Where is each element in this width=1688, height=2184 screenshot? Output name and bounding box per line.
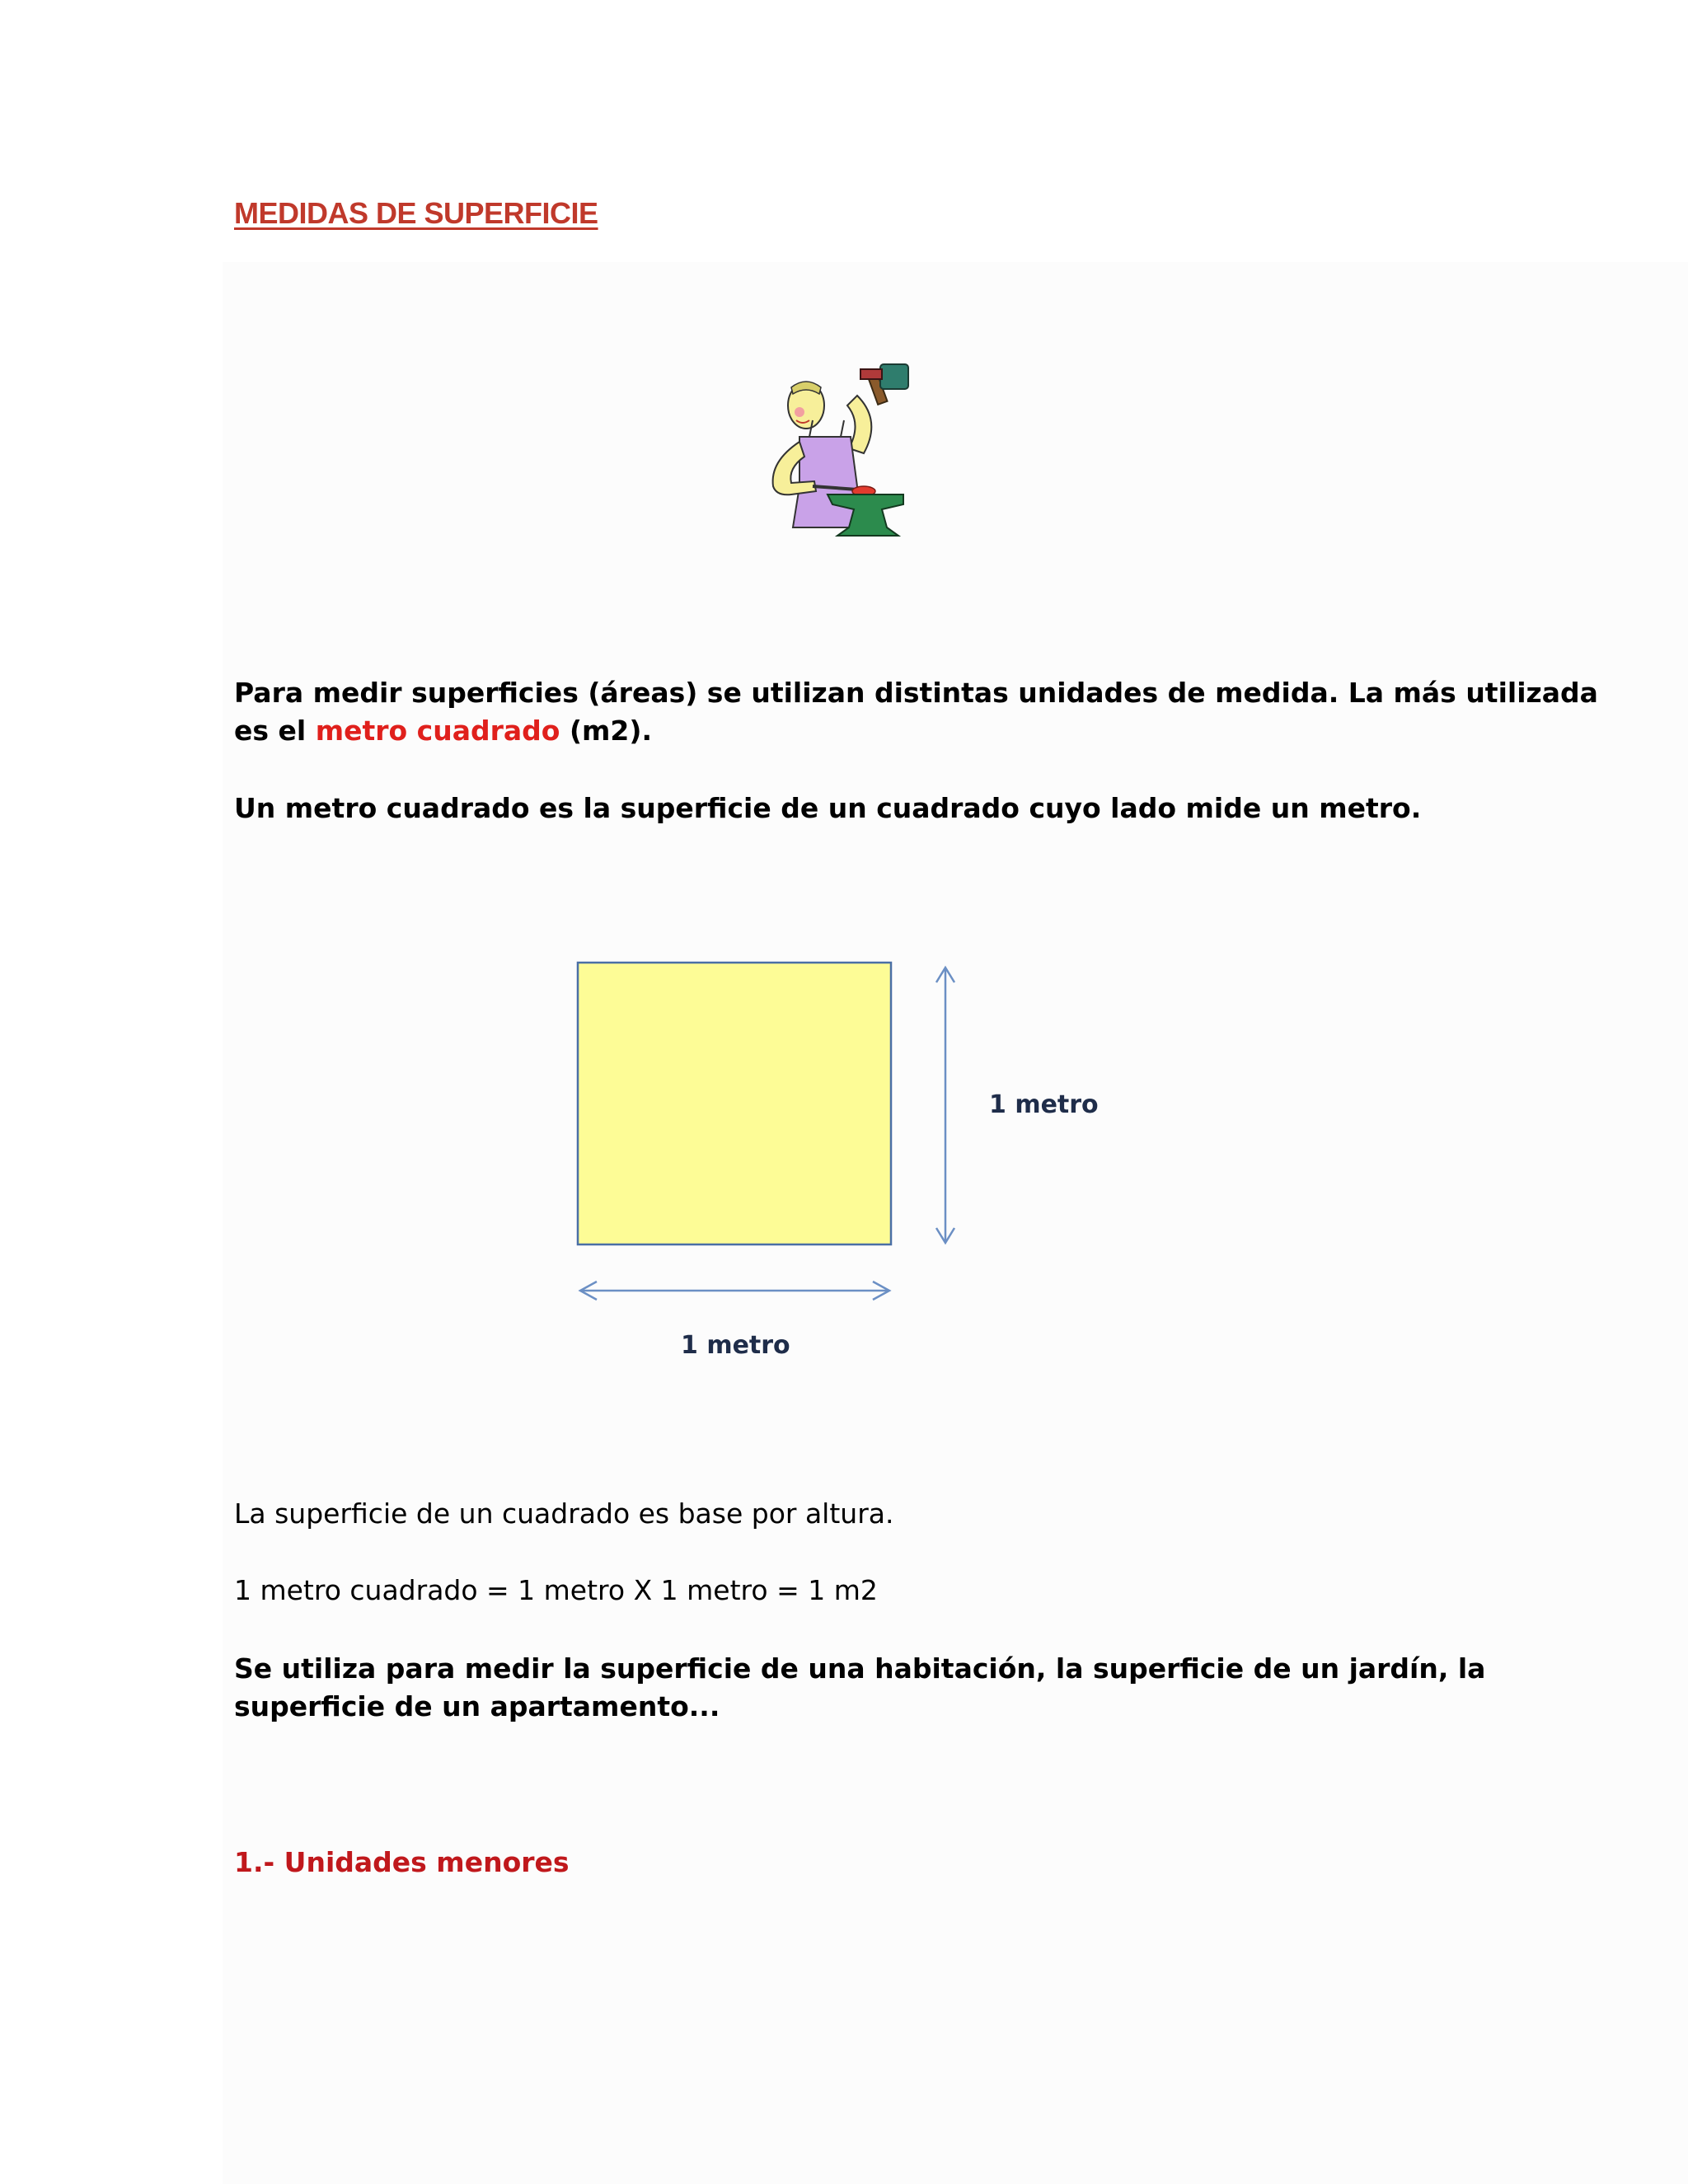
intro-line-2-prefix: es el (234, 715, 316, 747)
highlight-metro-cuadrado: metro cuadrado (315, 715, 560, 747)
vertical-arrow (936, 968, 954, 1243)
square-shape (578, 963, 891, 1244)
usage-line-2: superficie de un apartamento... (234, 1690, 720, 1722)
square-meter-diagram (560, 948, 1121, 1376)
bottom-label: 1 metro (681, 1331, 790, 1360)
intro-line-2 (234, 712, 652, 750)
area-rule-text: La superficie de un cuadrado es base por altura. (234, 1497, 894, 1530)
side-label: 1 metro (989, 1090, 1099, 1119)
formula-text: 1 metro cuadrado = 1 metro X 1 metro = 1 m2 (234, 1574, 878, 1606)
intro-line-2-suffix: (m2). (560, 715, 653, 747)
intro-line-1: Para medir superficies (áreas) se utilizan distintas unidades de medida. La más utilizada (234, 677, 1598, 709)
horizontal-arrow (580, 1282, 889, 1300)
page-title: MEDIDAS DE SUPERFICIE (234, 196, 598, 230)
blacksmith-icon (758, 363, 923, 544)
definition-text: Un metro cuadrado es la superficie de un cuadrado cuyo lado mide un metro. (234, 792, 1422, 824)
section-heading: 1.- Unidades menores (234, 1846, 570, 1878)
usage-line-1: Se utiliza para medir la superficie de una habitación, la superficie de un jardín, la (234, 1652, 1486, 1685)
